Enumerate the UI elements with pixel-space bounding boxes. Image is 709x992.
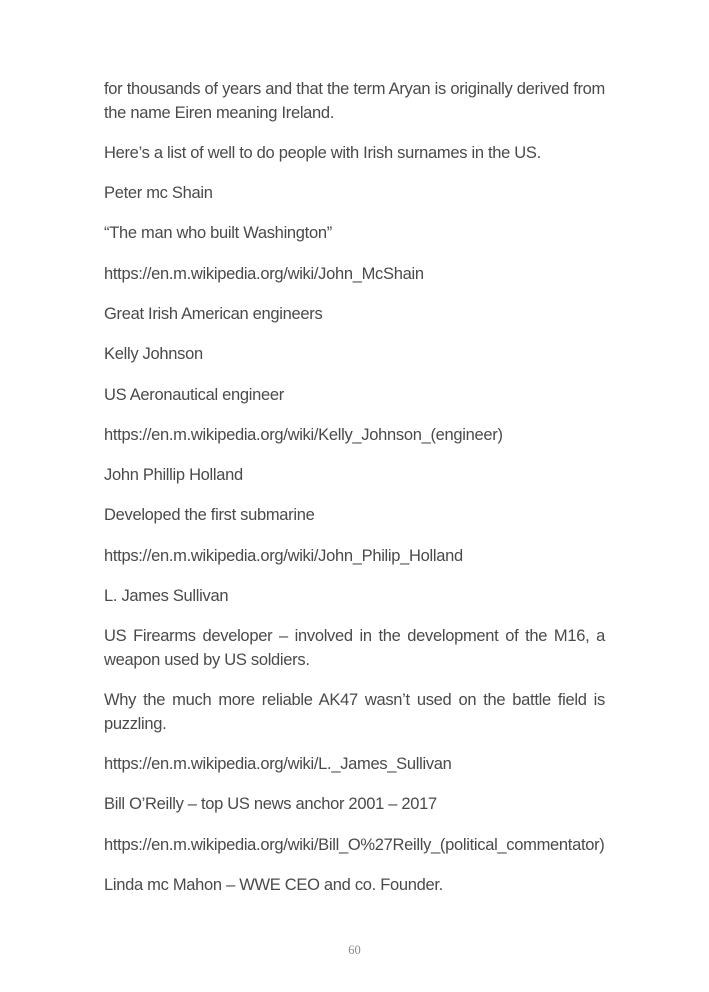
body-paragraph: “The man who built Washington” [104, 224, 332, 243]
body-paragraph: Great Irish American engineers [104, 304, 323, 323]
body-paragraph: John Phillip Holland [104, 466, 243, 485]
url-paragraph: https://en.m.wikipedia.org/wiki/John_Philip_Holland [104, 546, 463, 565]
url-paragraph: https://en.m.wikipedia.org/wiki/L._James_Sullivan [104, 754, 452, 773]
body-paragraph: Bill O’Reilly – top US news anchor 2001 – 2017 [104, 795, 437, 814]
body-paragraph: Kelly Johnson [104, 345, 203, 364]
body-paragraph: Here’s a list of well to do people with Irish surnames in the US. [104, 143, 541, 162]
page-content [104, 78, 605, 914]
body-paragraph: Linda mc Mahon – WWE CEO and co. Founder. [104, 875, 443, 894]
url-paragraph: https://en.m.wikipedia.org/wiki/Bill_O%27Reilly_(political_commentator) [104, 835, 605, 854]
url-paragraph: https://en.m.wikipedia.org/wiki/John_McShain [104, 264, 424, 283]
url-paragraph: https://en.m.wikipedia.org/wiki/Kelly_Johnson_(engineer) [104, 425, 503, 444]
body-paragraph: US Aeronautical engineer [104, 385, 284, 404]
body-paragraph: Peter mc Shain [104, 184, 213, 203]
body-paragraph: US Firearms developer – involved in the development of the M16, a weapon used by US soldiers. [104, 627, 605, 669]
body-paragraph: L. James Sullivan [104, 587, 229, 606]
body-paragraph: for thousands of years and that the term Aryan is originally derived from the name Eiren meaning Ireland. [104, 80, 605, 122]
page-number: 60 [348, 943, 361, 957]
body-paragraph: Developed the first submarine [104, 506, 315, 525]
body-paragraph: Why the much more reliable AK47 wasn’t used on the battle field is puzzling. [104, 691, 605, 733]
